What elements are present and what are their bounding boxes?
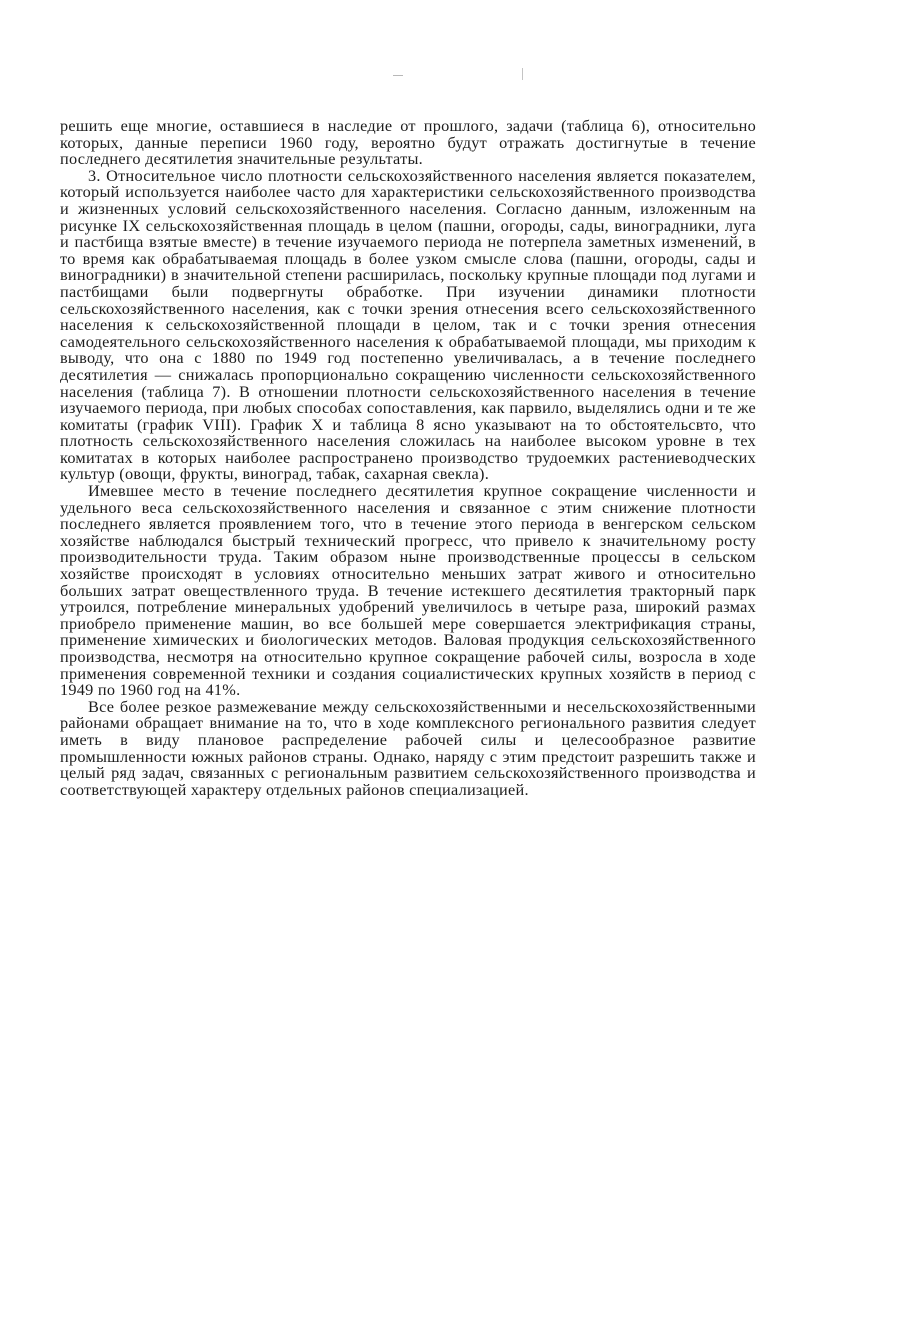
scan-artifact xyxy=(522,68,523,80)
body-text xyxy=(60,118,756,798)
paragraph-population-density: 3. Относительное число плотности сельскохозяйственного населения является показателем, который используется наиболее часто для характеристики сельскохозяйственного производства и жизненных условий сельскохозяйственного населения. Согласно данным, изложенным на рисунке IX сельскохозяйственная площадь в целом (пашни, огороды, сады, виноградники, луга и пастбища взятые вместе) в течение изучаемого периода не потерпела заметных изменений, в то время как обрабатываемая площадь в более узком смысле слова (пашни, огороды, сады и виноградники) в значительной степени расширилась, поскольку крупные площади под лугами и пастбищами были подвергнуты обработке. При изучении динамики плотности сельскохозяйственного населения, как с точки зрения отнесения всего сельскохозяйственного населения к сельскохозяйственной площади в целом, так и с точки зрения отнесения самодеятельного сельскохозяйственного населения к обрабатываемой площади, мы приходим к выводу, что она с 1880 по 1949 год постепенно увеличивалась, а в течение последнего десятилетия — снижалась пропорционально сокращению численности сельскохозяйственного населения (таблица 7). В отношении плотности сельскохозяйственного населения в течение изучаемого периода, при любых способах сопоставления, как парвило, выделялись одни и те же комитаты (график VIII). График X и таблица 8 ясно указывают на то обстоятельсвто, что плотность сельскохозяйственного населения сложилась на наиболее высоком уровне в тех комитатах в которых наиболее распространено производство трудоемких растениеводческих культур (овощи, фрукты, виноград, табак, сахарная свекла). xyxy=(60,165,756,484)
scan-artifact xyxy=(393,75,403,76)
paragraph-regional-development: Все более резкое размежевание между сельскохозяйственными и несельскохозяйственными районами обращает внимание на то, что в ходе комплексного регионального развития следует иметь в виду плановое распределение рабочей силы и целесообразное развитие промышленности южных районов страны. Однако, наряду с этим предстоит разрешить также и целый ряд задач, связанных с региональным развитием сельскохозяйственного производства и соответствующей характеру отдельных районов специализацией. xyxy=(60,696,756,799)
paragraph-continuation: решить еще многие, оставшиеся в наследие от прошлого, задачи (таблица 6), относительно которых, данные переписи 1960 году, вероятно будут отражать достигнутые в течение последнего десятилетия значительные результаты. xyxy=(60,116,756,169)
paragraph-technical-progress: Имевшее место в течение последнего десятилетия крупное сокращение численности и удельного веса сельскохозяйственного населения и связанное с этим снижение плотности последнего является проявлением того, что в течение этого периода в венгерском сельском хозяйстве наблюдался быстрый технический прогресс, что привело к значительному росту производительности труда. Таким образом ныне производственные процессы в сельском хозяйстве происходят в условиях относительно меньших затрат живого и относительно больших затрат овеществленного труда. В течение истекшего десятилетия тракторный парк утроился, потребление минеральных удобрений увеличилось в четыре раза, широкий размах приобрело применение машин, во все большей мере совершается электрификация страны, применение химических и биологических методов. Валовая продукция сельскохозяйственного производства, несмотря на относительно крупное сокращение рабочей силы, возросла в ходе применения современной техники и создания социалистических крупных хозяйств в период с 1949 по 1960 год на 41%. xyxy=(60,481,756,700)
